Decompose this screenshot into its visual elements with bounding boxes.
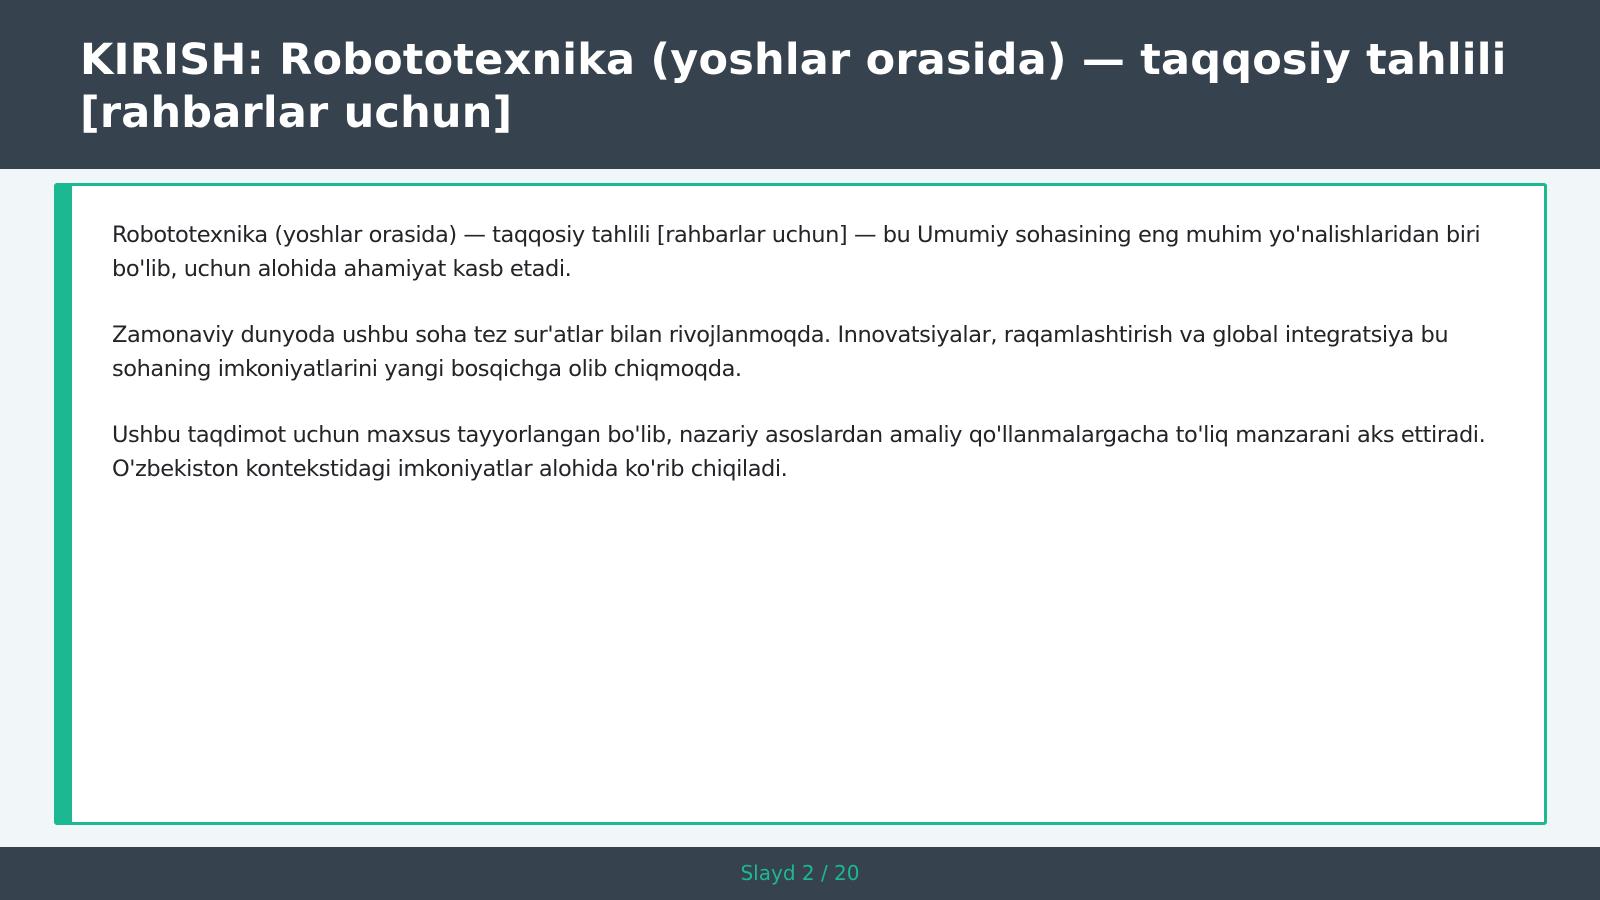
slide-title: KIRISH: Robototexnika (yoshlar orasida) — taqqosiy tahlili [rahbarlar uchun] xyxy=(80,35,1507,138)
paragraph-presentation-scope: Ushbu taqdimot uchun maxsus tayyorlangan bo'lib, nazariy asoslardan amaliy qo'llanmalargacha to'liq manzarani aks ettiradi. O'zbekiston kontekstidagi imkoniyatlar alohida ko'rib chiqiladi. xyxy=(112,422,1486,482)
slide-counter: Slayd 2 / 20 xyxy=(740,861,860,885)
paragraph-modern-world: Zamonaviy dunyoda ushbu soha tez sur'atlar bilan rivojlanmoqda. Innovatsiyalar, raqamlashtirish va global integratsiya bu sohaning imkoniyatlarini yangi bosqichga olib chiqmoqda. xyxy=(112,322,1449,382)
paragraph-intro: Robototexnika (yoshlar orasida) — taqqosiy tahlili [rahbarlar uchun] — bu Umumiy sohasining eng muhim yo'nalishlaridan biri bo'lib, uchun alohida ahamiyat kasb etadi. xyxy=(112,222,1481,282)
slide-footer xyxy=(0,847,1600,900)
content-panel xyxy=(54,183,1547,825)
slide-header xyxy=(0,0,1600,169)
